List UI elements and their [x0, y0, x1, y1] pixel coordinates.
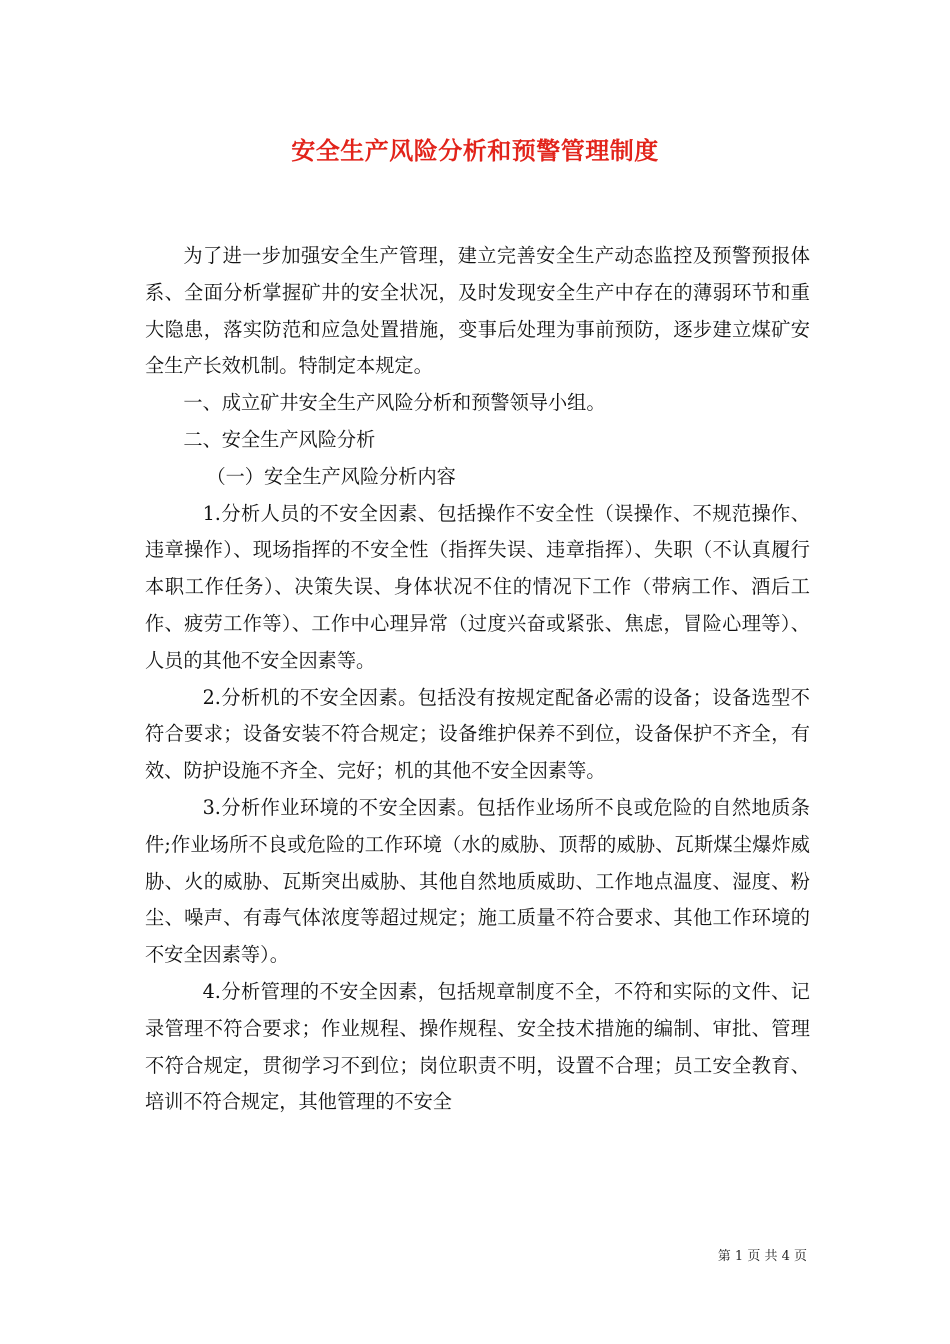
analysis-item-1: 1.分析人员的不安全因素、包括操作不安全性（误操作、不规范操作、违章操作）、现场指挥的不安全性（指挥失误、违章指挥）、失职（不认真履行本职工作任务）、决策失误、身体状况不住的情况下工作（带病工作、酒后工作、疲劳工作等）、工作中心理异常（过度兴奋或紧张、焦虑，冒险心理等）、人员的其他不安全因素等。 [145, 501, 810, 672]
section-heading-1: 一、成立矿井安全生产风险分析和预警领导小组。 [183, 391, 606, 415]
page-footer [0, 1248, 807, 1266]
analysis-item-3: 3.分析作业环境的不安全因素。包括作业场所不良或危险的自然地质条件;作业场所不良或危险的工作环境（水的威胁、顶帮的威胁、瓦斯煤尘爆炸威胁、火的威胁、瓦斯突出威胁、其他自然地质威助、工作地点温度、湿度、粉尘、噪声、有毒气体浓度等超过规定；施工质量不符合要求、其他工作环境的不安全因素等）。 [145, 795, 810, 967]
document-body [145, 238, 810, 1121]
subsection-heading: （一）安全生产风险分析内容 [206, 464, 456, 488]
document-title: 安全生产风险分析和预警管理制度 [291, 136, 659, 165]
analysis-item-4: 4.分析管理的不安全因素，包括规章制度不全，不符和实际的文件、记录管理不符合要求；作业规程、操作规程、安全技术措施的编制、审批、管理不符合规定，贯彻学习不到位；岗位职责不明，设置不合理；员工安全教育、培训不符合规定，其他管理的不安全 [145, 979, 810, 1114]
section-heading-2: 二、安全生产风险分析 [183, 427, 376, 451]
analysis-item-2: 2.分析机的不安全因素。包括没有按规定配备必需的设备；设备选型不符合要求；设备安装不符合规定；设备维护保养不到位，设备保护不齐全，有效、防护设施不齐全、完好；机的其他不安全因素等。 [145, 685, 810, 783]
page-number: 第 1 页 共 4 页 [717, 1249, 807, 1264]
intro-paragraph: 为了进一步加强安全生产管理，建立完善安全生产动态监控及预警预报体系、全面分析掌握矿井的安全状况，及时发现安全生产中存在的薄弱环节和重大隐患，落实防范和应急处置措施，变事后处理为事前预防，逐步建立煤矿安全生产长效机制。特制定本规定。 [145, 244, 810, 378]
